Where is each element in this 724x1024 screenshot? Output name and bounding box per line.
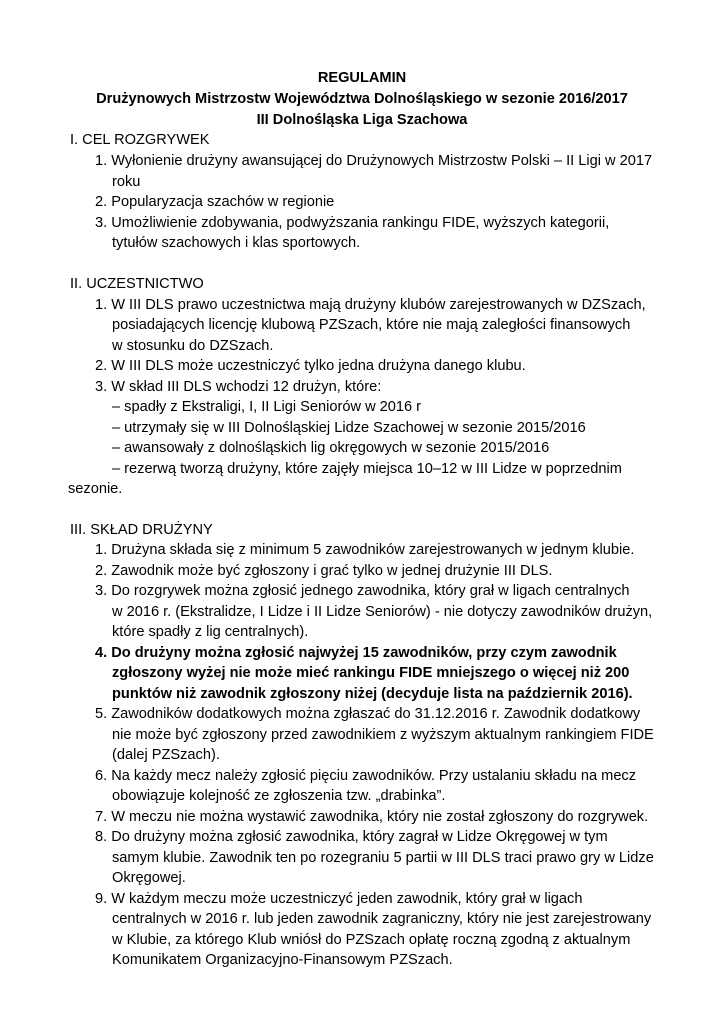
doc-subtitle: Drużynowych Mistrzostw Województwa Dolnośląskiego w sezonie 2016/2017 (96, 91, 628, 107)
team-item-5-cont2: (dalej PZSzach). (112, 747, 220, 763)
team-item-8-cont: samym klubie. Zawodnik ten po rozegraniu 5 partii w III DLS traci prawo gry w Lidze (112, 850, 654, 866)
participation-item-1-cont2: w stosunku do DZSzach. (112, 338, 274, 354)
team-item-5-cont: nie może być zgłoszony przed zawodnikiem z wyższym aktualnym rankingiem FIDE (112, 727, 654, 743)
team-item-9-cont2: w Klubie, za którego Klub wniósł do PZSzach opłatę roczną zgodną z aktualnym (112, 932, 631, 948)
doc-league-name: III Dolnośląska Liga Szachowa (256, 112, 468, 128)
section-heading-goals: I. CEL ROZGRYWEK (70, 132, 210, 148)
team-item-9-cont3: Komunikatem Organizacyjno-Finansowym PZSzach. (112, 952, 453, 968)
team-item-7: 7. W meczu nie można wystawić zawodnika, który nie został zgłoszony do rozgrywek. (95, 809, 649, 825)
section-heading-participation: II. UCZESTNICTWO (70, 276, 204, 292)
team-item-3: 3. Do rozgrywek można zgłosić jednego zawodnika, który grał w ligach centralnych (95, 583, 630, 599)
participation-dash-4: – rezerwą tworzą drużyny, które zajęły miejsca 10–12 w III Lidze w poprzednim (112, 461, 622, 477)
participation-item-2: 2. W III DLS może uczestniczyć tylko jedna drużyna danego klubu. (95, 358, 526, 374)
participation-item-1-cont: posiadających licencję klubową PZSzach, które nie mają zaległości finansowych (112, 317, 631, 333)
participation-item-3: 3. W skład III DLS wchodzi 12 drużyn, które: (95, 379, 382, 395)
team-item-2: 2. Zawodnik może być zgłoszony i grać tylko w jednej drużynie III DLS. (95, 563, 553, 579)
team-item-6: 6. Na każdy mecz należy zgłosić pięciu zawodników. Przy ustalaniu składu na mecz (95, 768, 637, 784)
goals-item-2: 2. Popularyzacja szachów w regionie (95, 194, 335, 210)
team-item-4: 4. Do drużyny można zgłosić najwyżej 15 zawodników, przy czym zawodnik (95, 645, 617, 661)
participation-dash-4-cont: sezonie. (68, 481, 123, 497)
team-item-6-cont: obowiązuje kolejność ze zgłoszenia tzw. „drabinka”. (112, 788, 446, 804)
team-item-9: 9. W każdym meczu może uczestniczyć jeden zawodnik, który grał w ligach (95, 891, 583, 907)
participation-dash-1: – spadły z Ekstraligi, I, II Ligi Seniorów w 2016 r (112, 399, 422, 415)
team-item-5: 5. Zawodników dodatkowych można zgłaszać do 31.12.2016 r. Zawodnik dodatkowy (95, 706, 641, 722)
participation-dash-3: – awansowały z dolnośląskich lig okręgowych w sezonie 2015/2016 (112, 440, 550, 456)
goals-item-1: 1. Wyłonienie drużyny awansującej do Drużynowych Mistrzostw Polski – II Ligi w 2017 (95, 153, 653, 169)
team-item-1: 1. Drużyna składa się z minimum 5 zawodników zarejestrowanych w jednym klubie. (95, 542, 635, 558)
team-item-9-cont: centralnych w 2016 r. lub jeden zawodnik zagraniczny, który nie jest zarejestrowany (112, 911, 652, 927)
participation-dash-2: – utrzymały się w III Dolnośląskiej Lidze Szachowej w sezonie 2015/2016 (112, 420, 586, 436)
goals-item-3: 3. Umożliwienie zdobywania, podwyższania rankingu FIDE, wyższych kategorii, (95, 215, 610, 231)
team-item-3-cont2: które spadły z lig centralnych). (112, 624, 309, 640)
goals-item-1-cont: roku (112, 174, 141, 190)
team-item-8: 8. Do drużyny można zgłosić zawodnika, który zagrał w Lidze Okręgowej w tym (95, 829, 608, 845)
goals-item-3-cont: tytułów szachowych i klas sportowych. (112, 235, 361, 251)
team-item-3-cont: w 2016 r. (Ekstralidze, I Lidze i II Lidze Seniorów) - nie dotyczy zawodników drużyn, (112, 604, 653, 620)
team-item-4-cont: zgłoszony wyżej nie może mieć rankingu FIDE mniejszego o więcej niż 200 (112, 665, 630, 681)
team-item-4-cont2: punktów niż zawodnik zgłoszony niżej (decyduje lista na październik 2016). (112, 686, 633, 702)
participation-item-1: 1. W III DLS prawo uczestnictwa mają drużyny klubów zarejestrowanych w DZSzach, (95, 297, 646, 313)
section-heading-team: III. SKŁAD DRUŻYNY (70, 522, 213, 538)
team-item-8-cont2: Okręgowej. (112, 870, 186, 886)
doc-title: REGULAMIN (317, 70, 407, 86)
